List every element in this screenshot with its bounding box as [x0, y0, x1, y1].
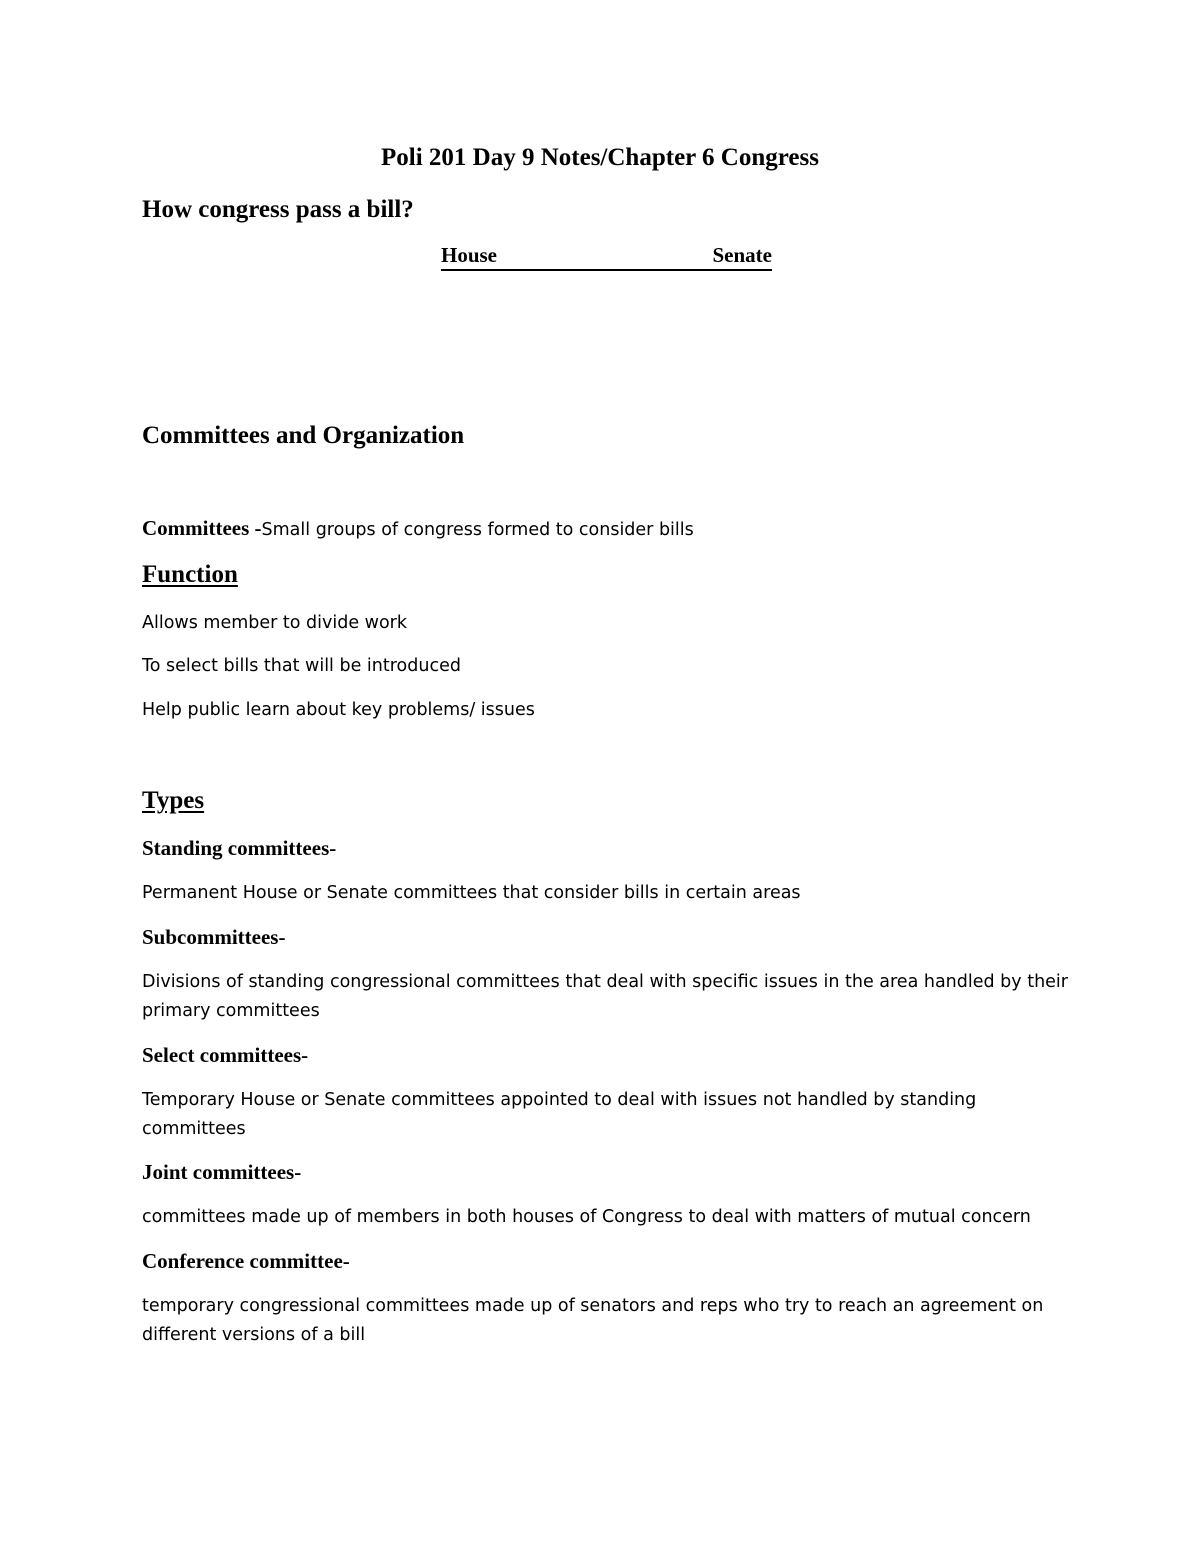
- function-item: Allows member to divide work: [142, 613, 407, 633]
- type-title-subcommittees: Subcommittees-: [142, 925, 286, 949]
- type-desc-subcommittees: Divisions of standing congressional committees that deal with specific issues in the area handled by their: [142, 972, 1068, 992]
- type-desc-select: Temporary House or Senate committees appointed to deal with issues not handled by standing: [142, 1090, 977, 1110]
- committees-definition: [142, 514, 694, 545]
- type-title-conference: Conference committee-: [142, 1249, 350, 1273]
- types-heading: Types: [142, 787, 205, 814]
- type-desc-standing: Permanent House or Senate committees that consider bills in certain areas: [142, 883, 801, 903]
- type-title-joint: Joint committees-: [142, 1160, 302, 1184]
- document-title: Poli 201 Day 9 Notes/Chapter 6 Congress: [381, 144, 819, 171]
- function-heading: Function: [142, 561, 238, 588]
- committees-label: Committees -: [142, 516, 262, 540]
- type-desc-conference: temporary congressional committees made up of senators and reps who try to reach an agreement on: [142, 1296, 1044, 1316]
- committees-text: Small groups of congress formed to consider bills: [261, 520, 694, 540]
- type-desc-subcommittees: primary committees: [142, 1001, 320, 1021]
- type-title-standing: Standing committees-: [142, 836, 337, 860]
- function-item: To select bills that will be introduced: [142, 656, 461, 676]
- function-item: Help public learn about key problems/ issues: [142, 700, 535, 720]
- type-desc-joint: committees made up of members in both houses of Congress to deal with matters of mutual concern: [142, 1207, 1031, 1227]
- house-column-label: House: [441, 243, 498, 267]
- type-title-select: Select committees-: [142, 1043, 309, 1067]
- question-heading: How congress pass a bill?: [142, 196, 414, 223]
- type-desc-select: committees: [142, 1119, 246, 1139]
- senate-column-label: Senate: [712, 243, 772, 267]
- type-desc-conference: different versions of a bill: [142, 1325, 366, 1345]
- section-heading-committees: Committees and Organization: [142, 422, 465, 449]
- house-senate-header: [441, 241, 772, 271]
